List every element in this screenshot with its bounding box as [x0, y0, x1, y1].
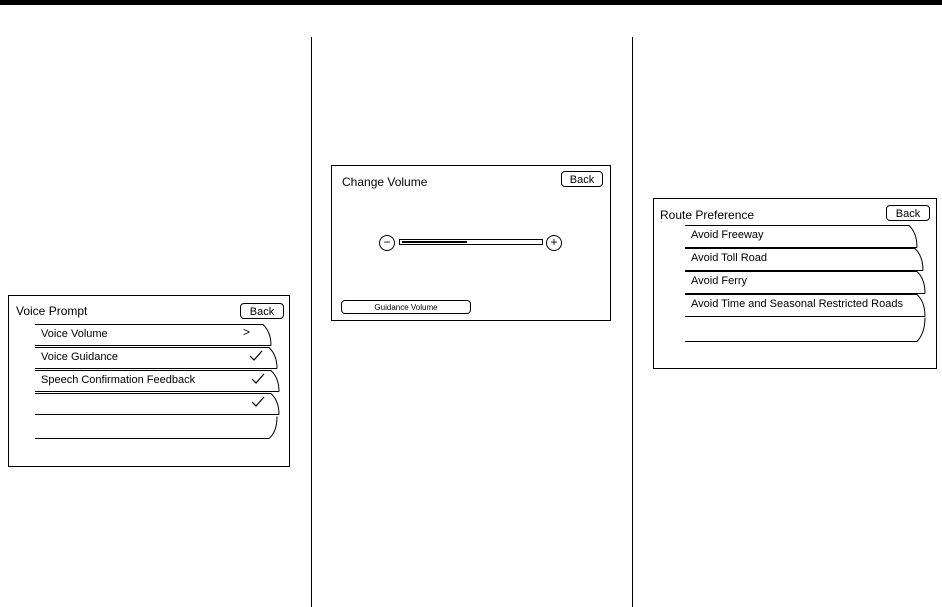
- list-item-empty[interactable]: [685, 317, 937, 339]
- speech-confirmation-label: Speech Confirmation Feedback: [41, 374, 196, 386]
- voice-prompt-title: Voice Prompt: [16, 304, 88, 318]
- checkmark-icon: [251, 395, 265, 409]
- top-bar: [0, 0, 942, 5]
- change-volume-title: Change Volume: [342, 175, 428, 189]
- row-outline: [35, 393, 287, 415]
- route-preference-list: [685, 225, 937, 347]
- list-item-avoid-freeway[interactable]: [685, 225, 937, 247]
- voice-prompt-panel: [8, 295, 290, 467]
- column-divider-left: [311, 37, 312, 607]
- voice-guidance-label: Voice Guidance: [41, 351, 119, 363]
- list-item-voice-volume[interactable]: [35, 324, 285, 346]
- route-preference-panel: [653, 198, 937, 369]
- change-volume-panel: [331, 165, 611, 321]
- list-item-avoid-ferry[interactable]: [685, 271, 937, 293]
- avoid-restricted-roads-label: Avoid Time and Seasonal Restricted Roads: [691, 298, 903, 310]
- voice-prompt-list: [35, 324, 285, 444]
- chevron-right-icon: >: [243, 325, 251, 339]
- list-item-voice-guidance[interactable]: [35, 347, 285, 369]
- route-preference-back-button[interactable]: Back: [886, 205, 930, 221]
- volume-slider-fill: [402, 241, 467, 243]
- row-outline: [35, 416, 287, 440]
- column-divider-right: [632, 37, 633, 607]
- volume-increase-button[interactable]: +: [546, 235, 562, 251]
- volume-decrease-button[interactable]: −: [379, 235, 395, 251]
- checkmark-icon: [251, 372, 265, 386]
- checkmark-icon: [249, 349, 263, 363]
- row-outline: [685, 317, 937, 343]
- list-item-empty[interactable]: [35, 416, 287, 438]
- voice-volume-label: Voice Volume: [41, 328, 108, 340]
- volume-slider[interactable]: [399, 239, 543, 245]
- list-item-speech-confirmation[interactable]: [35, 370, 287, 392]
- list-item-empty[interactable]: [35, 393, 287, 415]
- change-volume-back-button[interactable]: Back: [561, 171, 603, 187]
- voice-prompt-back-button[interactable]: Back: [240, 303, 284, 319]
- route-preference-title: Route Preference: [660, 208, 755, 222]
- avoid-toll-road-label: Avoid Toll Road: [691, 252, 768, 264]
- avoid-ferry-label: Avoid Ferry: [691, 275, 748, 287]
- guidance-volume-button[interactable]: Guidance Volume: [341, 300, 471, 314]
- avoid-freeway-label: Avoid Freeway: [691, 229, 764, 241]
- list-item-avoid-toll-road[interactable]: [685, 248, 937, 270]
- list-item-avoid-restricted-roads[interactable]: [685, 294, 937, 316]
